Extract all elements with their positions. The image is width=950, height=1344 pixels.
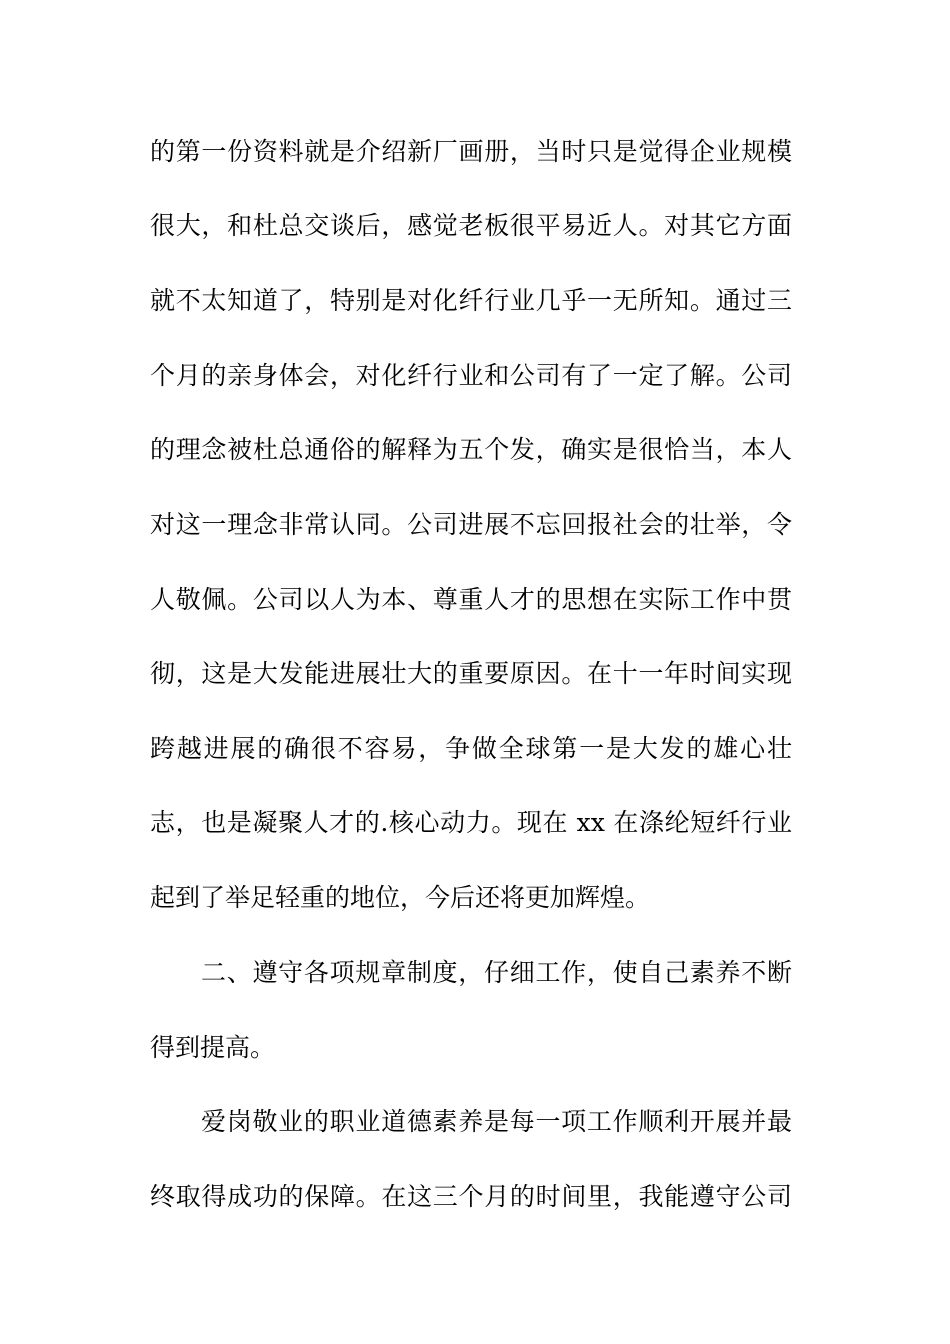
text-line: 就不太知道了，特别是对化纤行业几乎一无所知。通过三 [150, 286, 792, 315]
text-line: 爱岗敬业的职业道德素养是每一项工作顺利开展并最 [201, 1107, 792, 1136]
text-line: 对这一理念非常认同。公司进展不忘回报社会的壮举，令 [150, 510, 792, 539]
text-line: 很大，和杜总交谈后，感觉老板很平易近人。对其它方面 [150, 211, 792, 240]
text-line: 起到了举足轻重的地位，今后还将更加辉煌。 [150, 883, 651, 912]
text-line: 终取得成功的保障。在这三个月的时间里，我能遵守公司 [150, 1182, 792, 1211]
text-line: 的理念被杜总通俗的解释为五个发，确实是很恰当，本人 [150, 435, 792, 464]
section-heading-line: 得到提高。 [150, 1033, 276, 1062]
text-line: 的第一份资料就是介绍新厂画册，当时只是觉得企业规模 [150, 137, 792, 166]
text-line: 彻，这是大发能进展壮大的重要原因。在十一年时间实现 [150, 659, 792, 688]
text-line: 跨越进展的确很不容易，争做全球第一是大发的雄心壮 [150, 734, 792, 763]
text-line: 个月的亲身体会，对化纤行业和公司有了一定了解。公司 [150, 361, 792, 390]
text-line: 人敬佩。公司以人为本、尊重人才的思想在实际工作中贯 [150, 585, 792, 614]
section-heading-line: 二、遵守各项规章制度，仔细工作，使自己素养不断 [201, 958, 792, 987]
text-line: 志，也是凝聚人才的.核心动力。现在 xx 在涤纶短纤行业 [150, 808, 792, 837]
